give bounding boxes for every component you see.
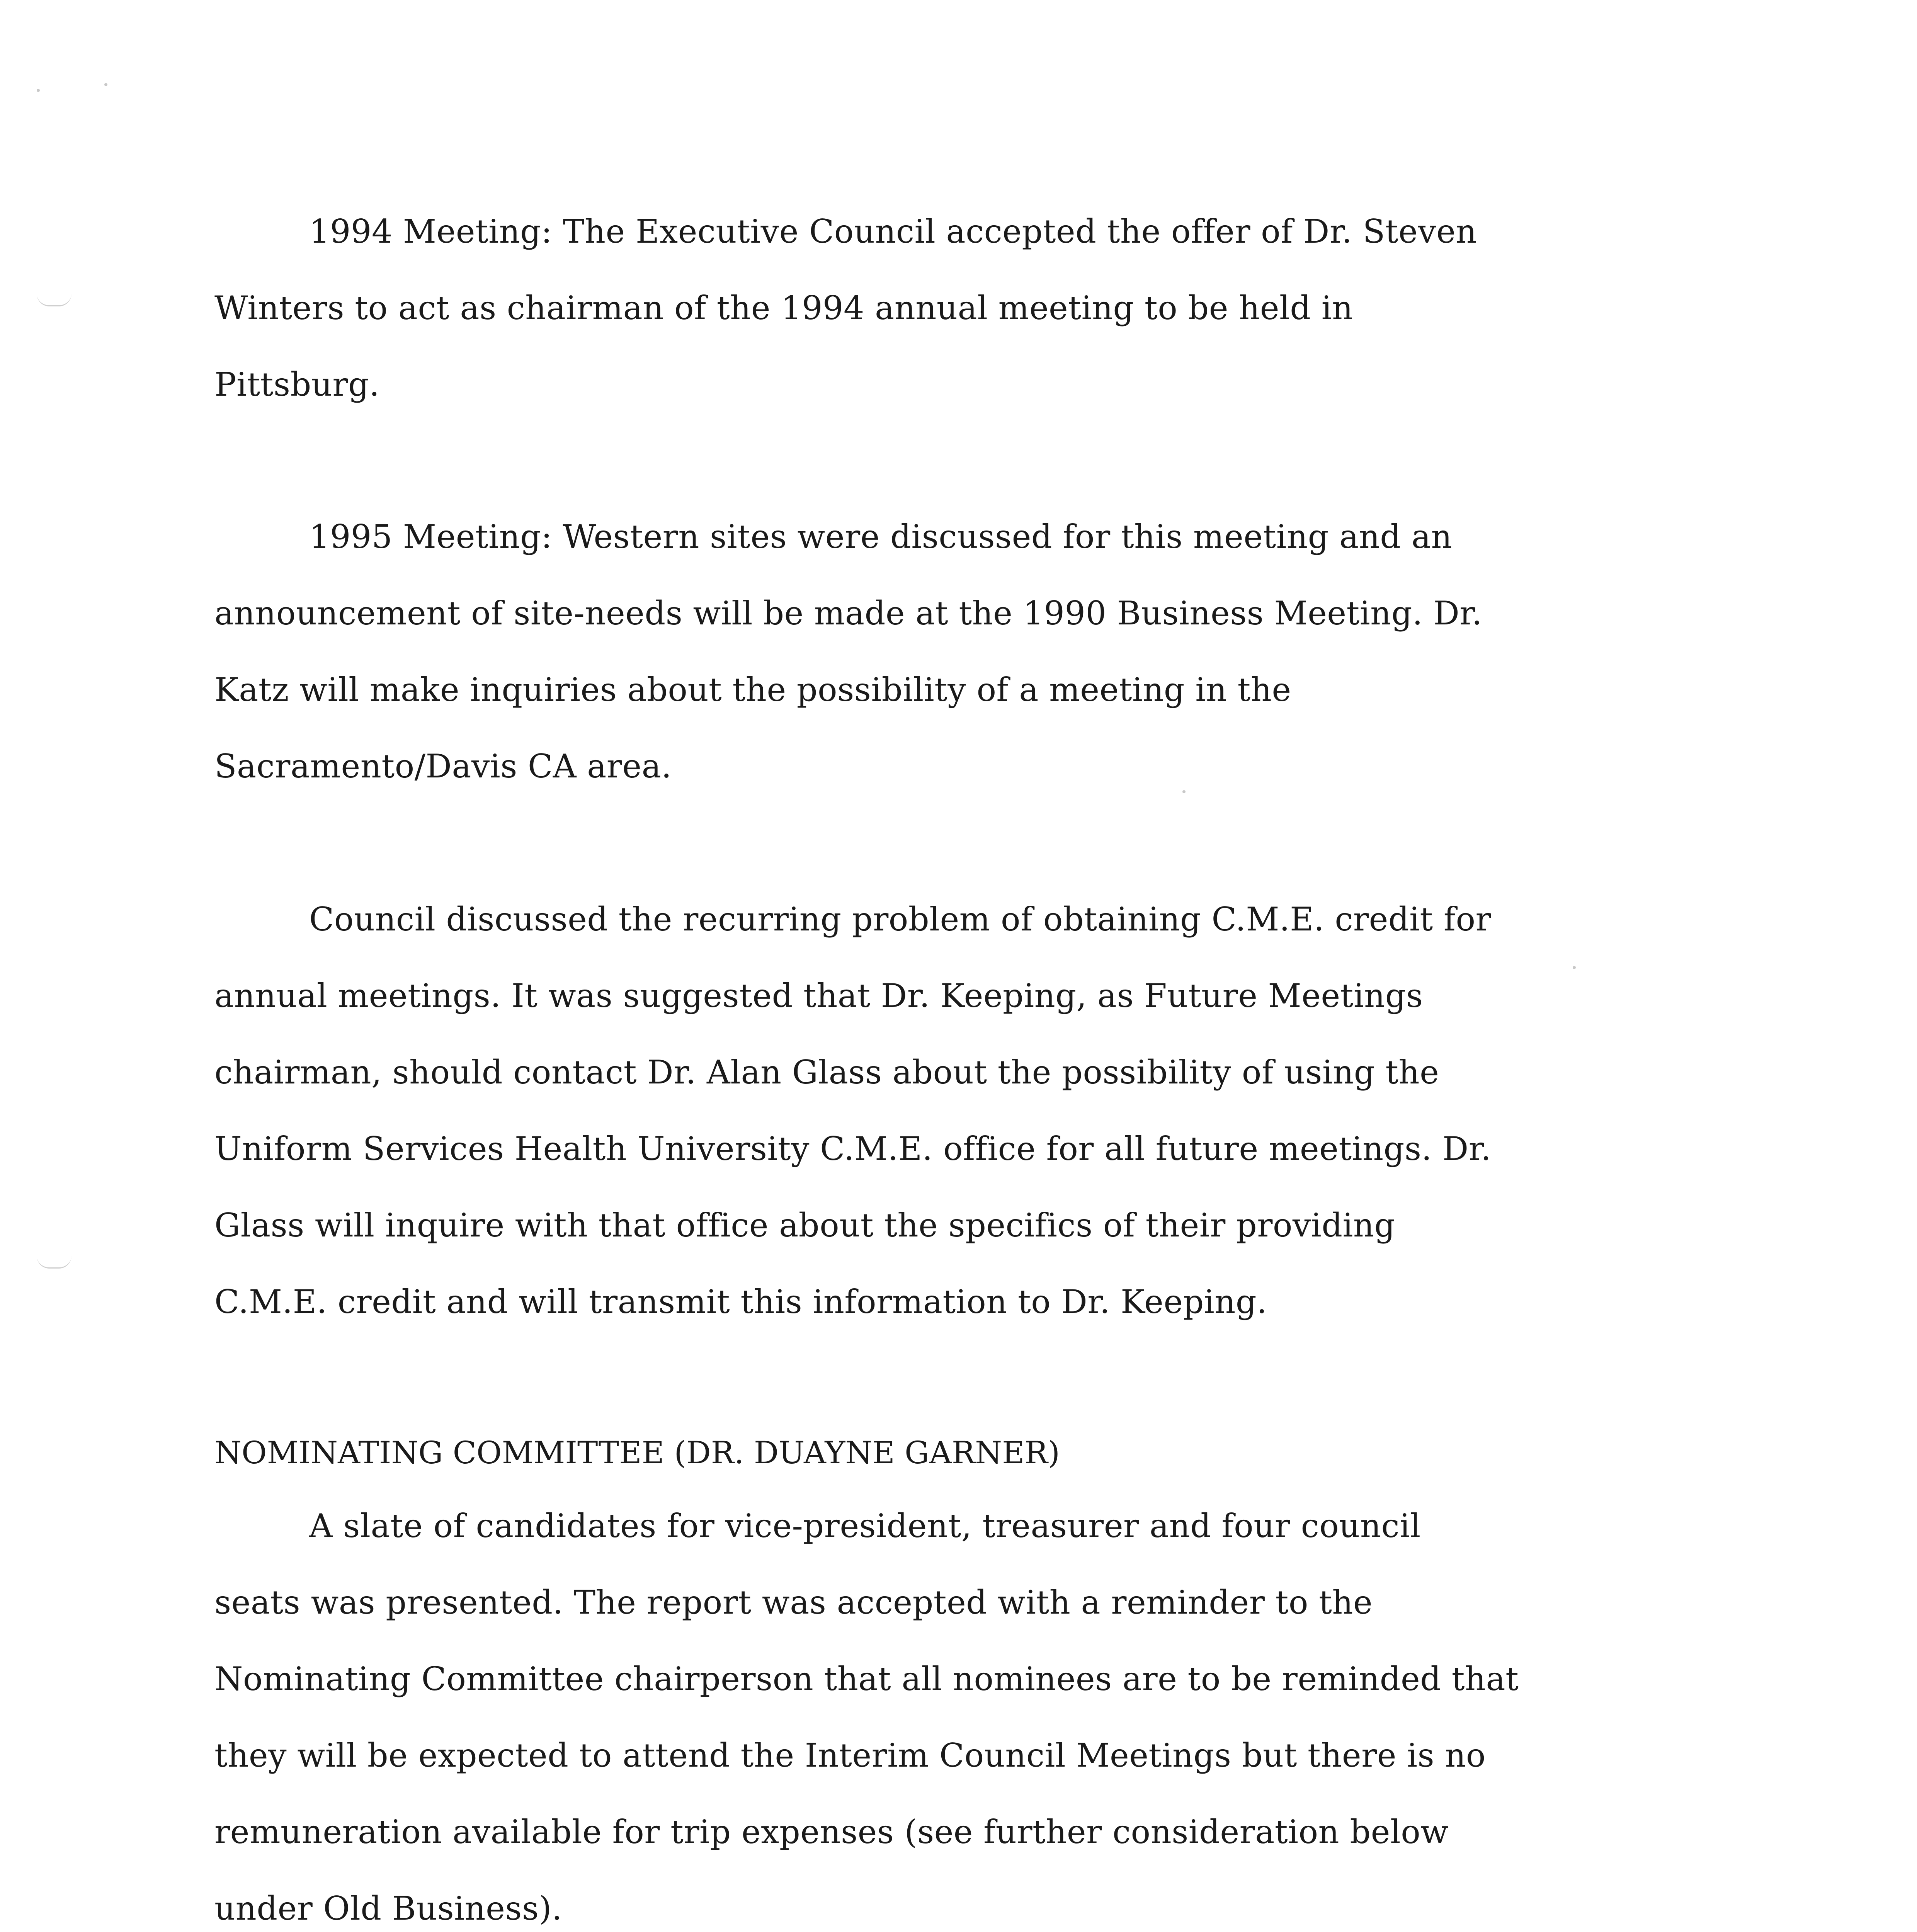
paragraph-nominating-committee [214, 1488, 1706, 1932]
scan-speck [104, 83, 107, 86]
text-line: A slate of candidates for vice-president, treasurer and four council [309, 1507, 1421, 1545]
text-line: Sacramento/Davis CA area. [214, 747, 672, 785]
text-line: they will be expected to attend the Interim Council Meetings but there is no [214, 1736, 1486, 1774]
text-line: under Old Business). [214, 1889, 563, 1927]
section-heading-nominating-committee: NOMINATING COMMITTEE (DR. DUAYNE GARNER) [214, 1435, 1060, 1471]
scan-speck [37, 89, 40, 92]
text-line: 1995 Meeting: Western sites were discussed for this meeting and an [309, 518, 1452, 556]
text-line: remuneration available for trip expenses (see further consideration below [214, 1813, 1449, 1851]
text-line: C.M.E. credit and will transmit this information to Dr. Keeping. [214, 1283, 1267, 1321]
paragraph-1995-meeting [214, 498, 1706, 804]
text-line: Katz will make inquiries about the possibility of a meeting in the [214, 671, 1291, 709]
text-line: Uniform Services Health University C.M.E. office for all future meetings. Dr. [214, 1130, 1492, 1168]
binder-hole-mark [37, 1256, 71, 1269]
binder-hole-mark [37, 294, 71, 306]
text-line: Council discussed the recurring problem of obtaining C.M.E. credit for [309, 900, 1492, 938]
text-line: Glass will inquire with that office about the specifics of their providing [214, 1206, 1395, 1244]
text-line: Pittsburg. [214, 366, 380, 403]
text-line: chairman, should contact Dr. Alan Glass about the possibility of using the [214, 1053, 1439, 1091]
text-line: Winters to act as chairman of the 1994 annual meeting to be held in [214, 289, 1353, 327]
text-line: seats was presented. The report was accepted with a reminder to the [214, 1583, 1373, 1621]
text-line: annual meetings. It was suggested that Dr. Keeping, as Future Meetings [214, 977, 1423, 1015]
paragraph-1994-meeting [214, 193, 1706, 423]
text-line: announcement of site-needs will be made at the 1990 Business Meeting. Dr. [214, 594, 1482, 632]
text-line: Nominating Committee chairperson that all nominees are to be reminded that [214, 1660, 1519, 1698]
text-line: 1994 Meeting: The Executive Council accepted the offer of Dr. Steven [309, 213, 1477, 250]
paragraph-cme-credit [214, 881, 1706, 1340]
